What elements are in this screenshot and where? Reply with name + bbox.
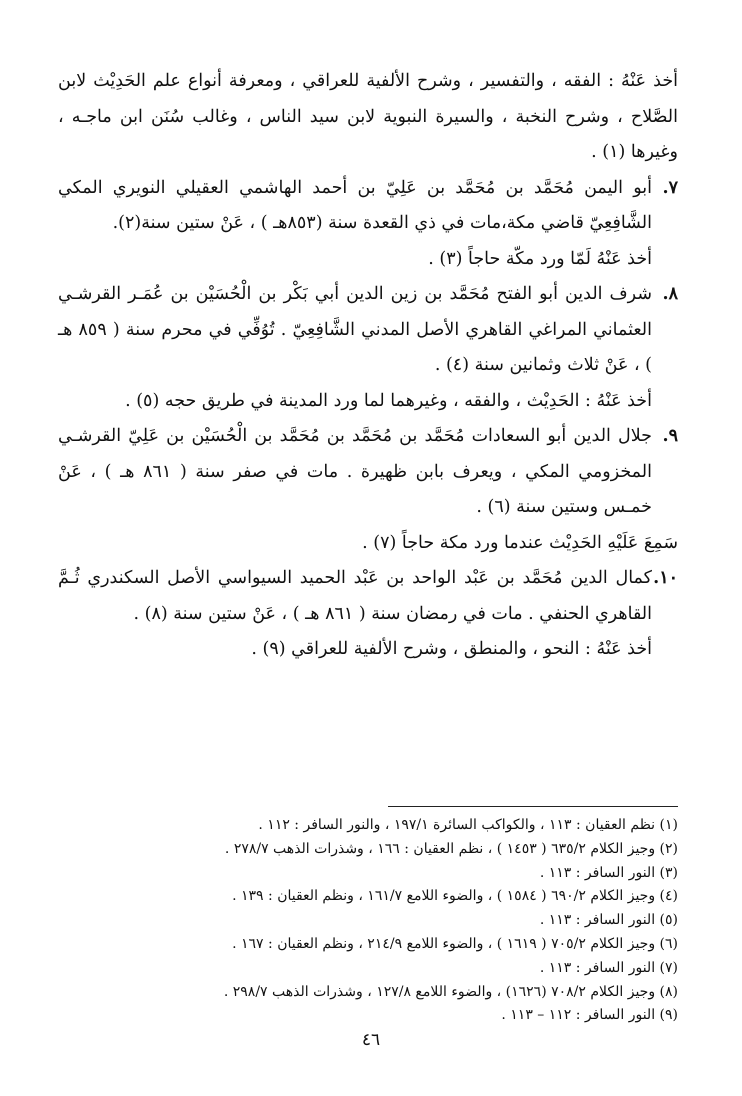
- entry-8-note: أخذ عَنْهُ : الحَدِيْث ، والفقه ، وغيرهما لما ورد المدينة في طريق حجه (٥) .: [125, 390, 652, 411]
- entry-8: [58, 277, 678, 384]
- footnote: (٦) وجيز الكلام ٧٠٥/٢ ( ١٦١٩ ) ، والضوء اللامع ٢١٤/٩ ، ونظم العقيان : ١٦٧ .: [232, 935, 678, 952]
- entry-number: ٨.: [662, 284, 678, 304]
- footnotes-list: [58, 814, 678, 1028]
- page-number: ٤٦: [361, 1030, 381, 1050]
- main-text: [58, 64, 678, 668]
- entry-text: شرف الدين أبو الفتح مُحَمَّد بن زين الدين أبي بَكْر بن الْحُسَيْن بن عُمَـر القرشـي العثماني المراغي القاهري الأصل المدني الشَّافِعِيّ . تُوُفِّي في محرم سنة ( ٨٥٩ هـ ) ، عَنْ ثلاث وثمانين سنة (٤) .: [58, 284, 652, 375]
- entry-text: أبو اليمن مُحَمَّد بن مُحَمَّد بن عَلِيّ بن أحمد الهاشمي العقيلي النويري المكي الشَّافِعِيّ قاضي مكة،مات في ذي القعدة سنة (٨٥٣هـ ) ، عَنْ ستين سنة(٢).: [58, 177, 652, 233]
- entry-text: كمال الدين مُحَمَّد بن عَبْد الواحد بن عَبْد الحميد السيواسي الأصل السكندري ثُـمَّ القاهري الحنفي . مات في رمضان سنة ( ٨٦١ هـ ) ، عَنْ ستين سنة (٨) .: [58, 568, 652, 624]
- entry-text: جلال الدين أبو السعادات مُحَمَّد بن مُحَمَّد بن مُحَمَّد بن الْحُسَيْن بن عَلِيّ القرشـي المخزومي المكي ، ويعرف بابن ظهيرة . مات في صفر سنة ( ٨٦١ هـ ) ، عَنْ خمـس وستين سنة (٦) .: [58, 426, 652, 517]
- footnote: (٢) وجيز الكلام ٦٣٥/٢ ( ١٤٥٣ ) ، نظم العقيان : ١٦٦ ، وشذرات الذهب ٢٧٨/٧ .: [224, 840, 678, 857]
- entry-9-note: سَمِعَ عَلَيْهِ الحَدِيْث عندما ورد مكة حاجاً (٧) .: [362, 532, 678, 553]
- footnote-divider: [388, 806, 678, 807]
- entry-7: [58, 171, 678, 242]
- entry-7-note: أخذ عَنْهُ لَمّا ورد مكّة حاجاً (٣) .: [428, 248, 652, 269]
- footnote: (٣) النور السافر : ١١٣ .: [539, 864, 678, 881]
- entry-10: [58, 561, 678, 632]
- footnote: (٤) وجيز الكلام ٦٩٠/٢ ( ١٥٨٤ ) ، والضوء اللامع ١٦١/٧ ، ونظم العقيان : ١٣٩ .: [232, 888, 678, 905]
- footnote: (٥) النور السافر : ١١٣ .: [539, 912, 678, 929]
- entry-number: ١٠.: [653, 568, 678, 588]
- intro-paragraph: أخذ عَنْهُ : الفقه ، والتفسير ، وشرح الألفية للعراقي ، ومعرفة أنواع علم الحَدِيْث لابن الصَّلاح ، وشرح النخبة ، والسيرة النبوية لابن سيد الناس ، وغالب سُنَن ابن ماجـه ، وغيرها (١) .: [58, 71, 678, 162]
- footnote: (١) نظم العقيان : ١١٣ ، والكواكب السائرة ١٩٧/١ ، والنور السافر : ١١٢ .: [258, 817, 678, 833]
- entry-10-note: أخذ عَنْهُ : النحو ، والمنطق ، وشرح الألفية للعراقي (٩) .: [251, 639, 652, 659]
- entry-number: ٧.: [662, 177, 678, 198]
- footnote: (٧) النور السافر : ١١٣ .: [539, 959, 678, 976]
- entry-9: [58, 419, 678, 526]
- footnote: (٩) النور السافر : ١١٢ – ١١٣ .: [501, 1007, 678, 1024]
- entry-number: ٩.: [662, 426, 678, 446]
- footnote: (٨) وجيز الكلام ٧٠٨/٢ (١٦٢٦) ، والضوء اللامع ١٢٧/٨ ، وشذرات الذهب ٢٩٨/٧ .: [223, 983, 678, 1000]
